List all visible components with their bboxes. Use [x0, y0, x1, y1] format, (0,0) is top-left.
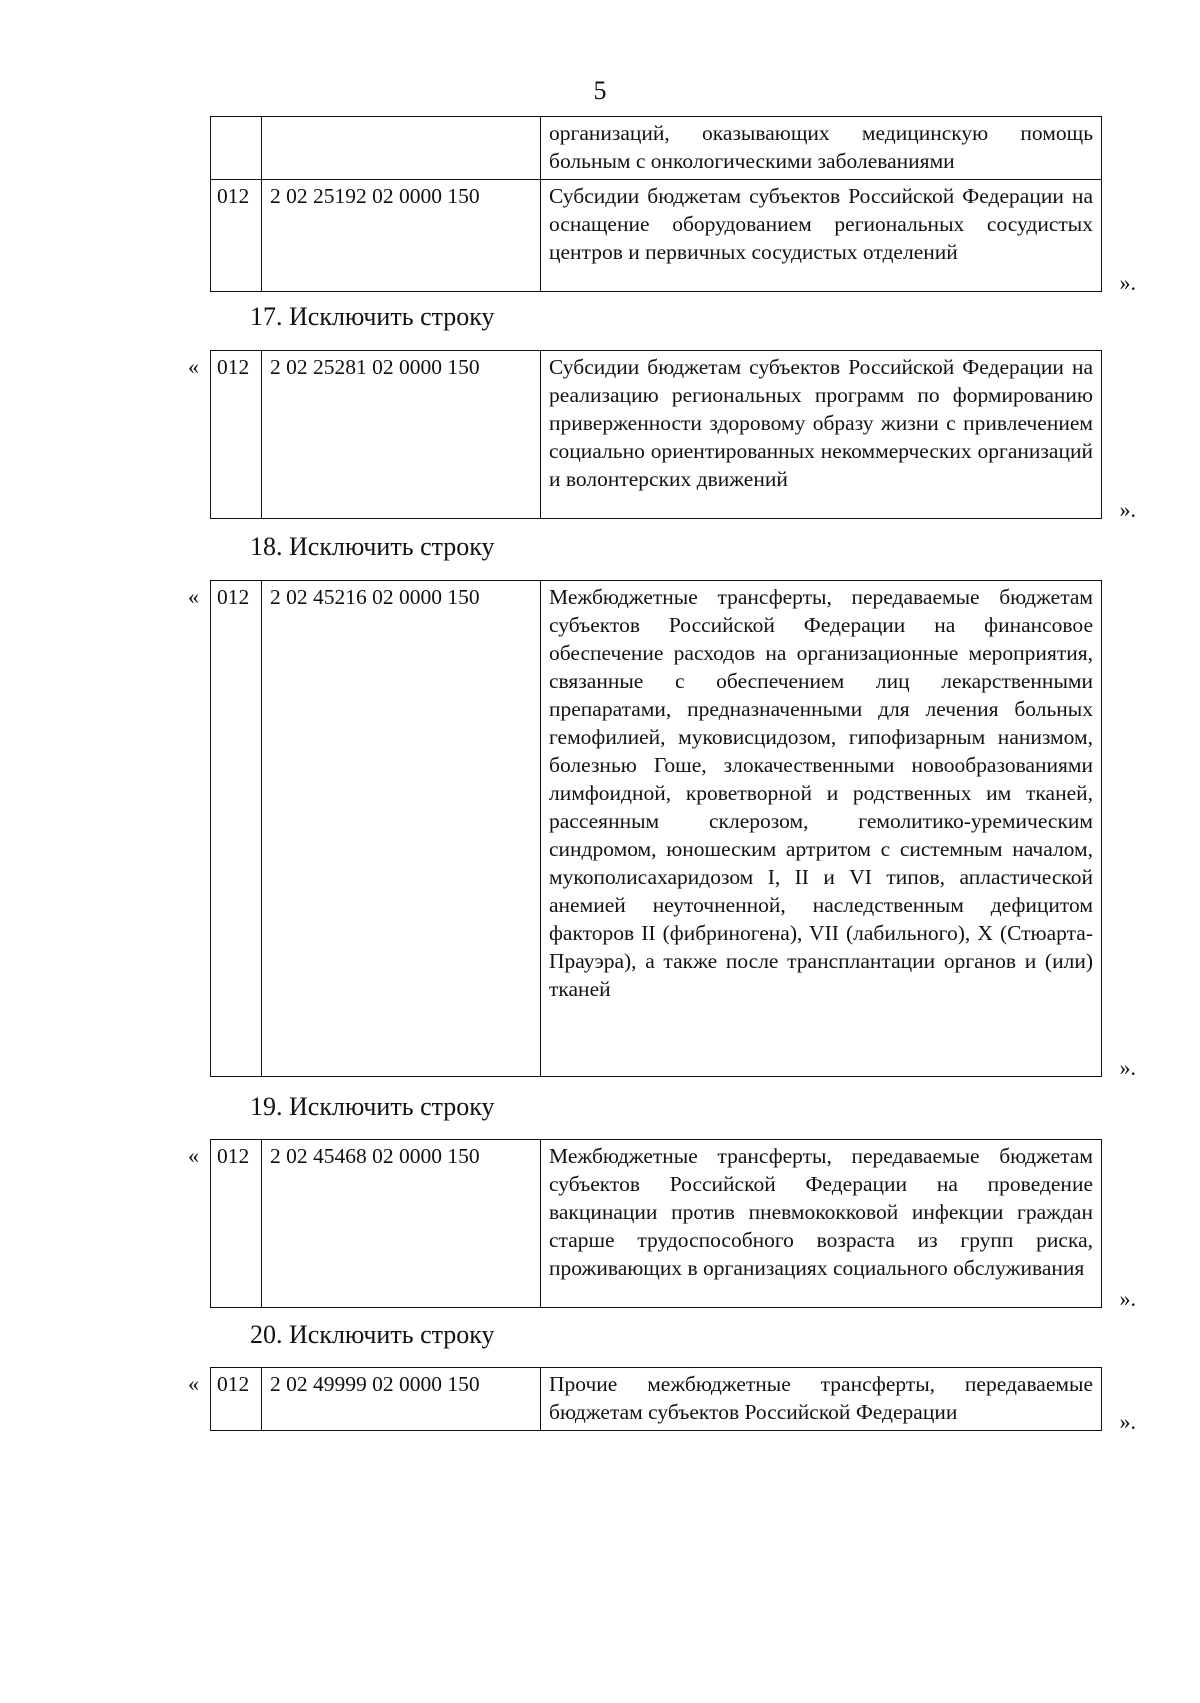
kbk-cell: 2 02 45216 02 0000 150: [262, 581, 541, 1077]
opening-quote: «: [188, 1143, 199, 1168]
section-18-table: [210, 580, 1102, 1077]
kbk-cell: [262, 117, 541, 180]
opening-quote: «: [188, 1371, 199, 1396]
text-cell: Межбюджетные трансферты, передаваемые бюджетам субъектов Российской Федерации на проведение вакцинации против пневмококковой инфекции граждан старше трудоспособного возраста из групп риска, проживающих в организациях социального обслуживания: [541, 1140, 1102, 1308]
section-heading-18: 18. Исключить строку: [250, 532, 495, 561]
kbk-cell: 2 02 25281 02 0000 150: [262, 351, 541, 519]
section-18-block: [188, 580, 1136, 1080]
table-row: [211, 117, 1102, 180]
continued-table: [210, 116, 1102, 292]
code-cell: 012: [211, 180, 262, 292]
closing-quote: ».: [1119, 1286, 1136, 1311]
page-number: 5: [593, 76, 607, 105]
section-20-block: [188, 1367, 1136, 1434]
closing-quote: ».: [1119, 270, 1136, 295]
text-cell: организаций, оказывающих медицинскую помощь больным с онкологическими заболеваниями: [541, 117, 1102, 180]
text-cell: Субсидии бюджетам субъектов Российской Федерации на реализацию региональных программ по формированию приверженности здоровому образу жизни с привлечением социально ориентированных некоммерческих организаций и волонтерских движений: [541, 351, 1102, 519]
closing-quote: ».: [1119, 1409, 1136, 1434]
text-cell: Субсидии бюджетам субъектов Российской Федерации на оснащение оборудованием региональных сосудистых центров и первичных сосудистых отделений: [541, 180, 1102, 292]
table-row: [211, 1140, 1102, 1308]
closing-quote: ».: [1119, 497, 1136, 522]
table-row: [211, 581, 1102, 1077]
code-cell: [211, 117, 262, 180]
section-17-table: [210, 350, 1102, 519]
section-heading-20: 20. Исключить строку: [250, 1320, 495, 1349]
table-row: [211, 1368, 1102, 1431]
code-cell: 012: [211, 1368, 262, 1431]
code-cell: 012: [211, 1140, 262, 1308]
opening-quote: «: [188, 354, 199, 379]
section-heading-17: 17. Исключить строку: [250, 302, 495, 331]
text-cell: Прочие межбюджетные трансферты, передаваемые бюджетам субъектов Российской Федерации: [541, 1368, 1102, 1431]
table-row: [211, 351, 1102, 519]
closing-quote: ».: [1119, 1055, 1136, 1080]
table-row: [211, 180, 1102, 292]
section-19-table: [210, 1139, 1102, 1308]
kbk-cell: 2 02 49999 02 0000 150: [262, 1368, 541, 1431]
section-20-table: [210, 1367, 1102, 1431]
section-17-block: [188, 350, 1136, 522]
text-cell: Межбюджетные трансферты, передаваемые бюджетам субъектов Российской Федерации на финансовое обеспечение расходов на организационные мероприятия, связанные с обеспечением лиц лекарственными препаратами, предназначенными для лечения больных гемофилией, муковисцидозом, гипофизарным нанизмом, болезнью Гоше, злокачественными новообразованиями лимфоидной, кроветворной и родственных им тканей, рассеянным склерозом, гемолитико-уремическим синдромом, юношеским артритом с системным началом, мукополисахаридозом I, II и VI типов, апластической анемией неуточненной, наследственным дефицитом факторов II (фибриногена), VII (лабильного), X (Стюарта-Прауэра), а также после трансплантации органов и (или) тканей: [541, 581, 1102, 1077]
code-cell: 012: [211, 351, 262, 519]
section-19-block: [188, 1139, 1136, 1311]
kbk-cell: 2 02 25192 02 0000 150: [262, 180, 541, 292]
code-cell: 012: [211, 581, 262, 1077]
opening-quote: «: [188, 584, 199, 609]
continued-table-block: [210, 116, 1136, 295]
kbk-cell: 2 02 45468 02 0000 150: [262, 1140, 541, 1308]
section-heading-19: 19. Исключить строку: [250, 1092, 495, 1121]
